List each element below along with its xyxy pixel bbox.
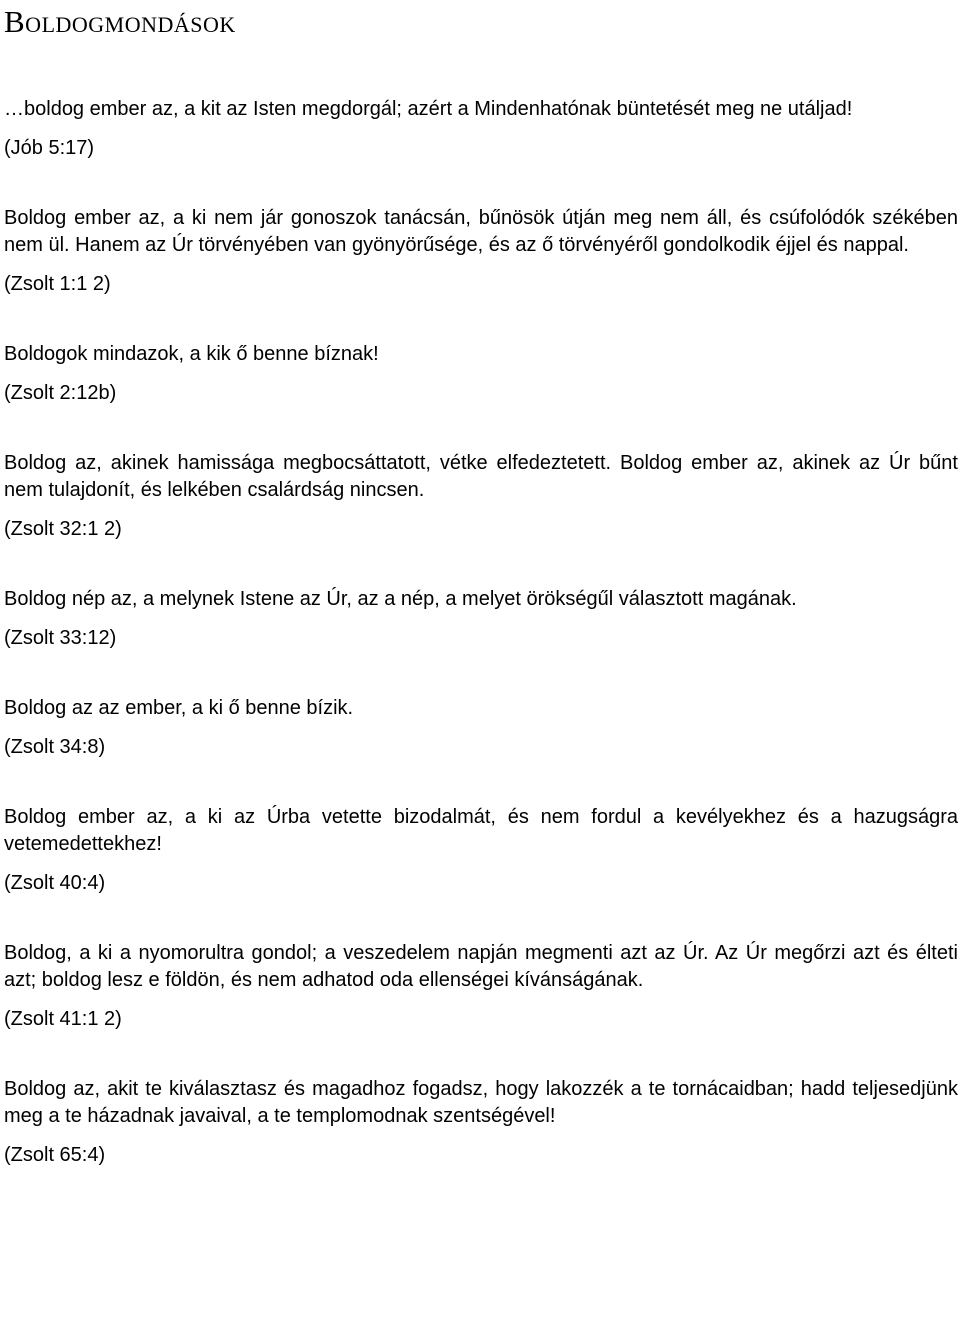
- quote-text: Boldog az, akit te kiválasztasz és magadhoz fogadsz, hogy lakozzék a te tornácaidban; hadd teljesedjünk meg a te házadnak javaival, a te templomodnak szentségével!: [4, 1078, 958, 1127]
- quote-text: Boldog nép az, a melynek Istene az Úr, az a nép, a melyet örökségűl választott magának.: [4, 588, 797, 610]
- document-page: [4, 0, 958, 1169]
- quote-reference: (Jób 5:17): [4, 137, 95, 159]
- quote-reference: (Zsolt 65:4): [4, 1144, 106, 1166]
- quote-block: [4, 96, 958, 162]
- quote-block: [4, 205, 958, 298]
- quote-reference: (Zsolt 40:4): [4, 872, 106, 894]
- quote-reference: (Zsolt 32:1 2): [4, 518, 122, 540]
- quote-block: [4, 940, 958, 1033]
- quote-block: [4, 695, 958, 761]
- page-title: Boldogmondások: [4, 4, 236, 39]
- quote-reference: (Zsolt 2:12b): [4, 382, 117, 404]
- quote-reference: (Zsolt 1:1 2): [4, 273, 111, 295]
- quote-text: Boldog ember az, a ki nem jár gonoszok tanácsán, bűnösök útján meg nem áll, és csúfolódók székében nem ül. Hanem az Úr törvényében van gyönyörűsége, és az ő törvényéről gondolkodik éjjel és nappal.: [4, 207, 958, 256]
- quote-text: Boldog, a ki a nyomorultra gondol; a veszedelem napján megmenti azt az Úr. Az Úr megőrzi azt és élteti azt; boldog lesz e földön, és nem adhatod oda ellenségei kívánságának.: [4, 942, 958, 991]
- quote-text: Boldog az az ember, a ki ő benne bízik.: [4, 697, 354, 719]
- quote-reference: (Zsolt 34:8): [4, 736, 106, 758]
- quote-block: [4, 804, 958, 897]
- quote-block: [4, 1076, 958, 1169]
- quote-reference: (Zsolt 41:1 2): [4, 1008, 122, 1030]
- quote-list: [4, 96, 958, 1169]
- quote-text: Boldog az, akinek hamissága megbocsáttatott, vétke elfedeztetett. Boldog ember az, akinek az Úr bűnt nem tulajdonít, és lelkében csalárdság nincsen.: [4, 452, 958, 501]
- quote-block: [4, 450, 958, 543]
- quote-block: [4, 341, 958, 407]
- quote-text: Boldogok mindazok, a kik ő benne bíznak!: [4, 343, 379, 365]
- quote-text: …boldog ember az, a kit az Isten megdorgál; azért a Mindenhatónak büntetését meg ne utáljad!: [4, 98, 853, 120]
- quote-reference: (Zsolt 33:12): [4, 627, 117, 649]
- quote-text: Boldog ember az, a ki az Úrba vetette bizodalmát, és nem fordul a kevélyekhez és a hazugságra vetemedettekhez!: [4, 806, 958, 855]
- quote-block: [4, 586, 958, 652]
